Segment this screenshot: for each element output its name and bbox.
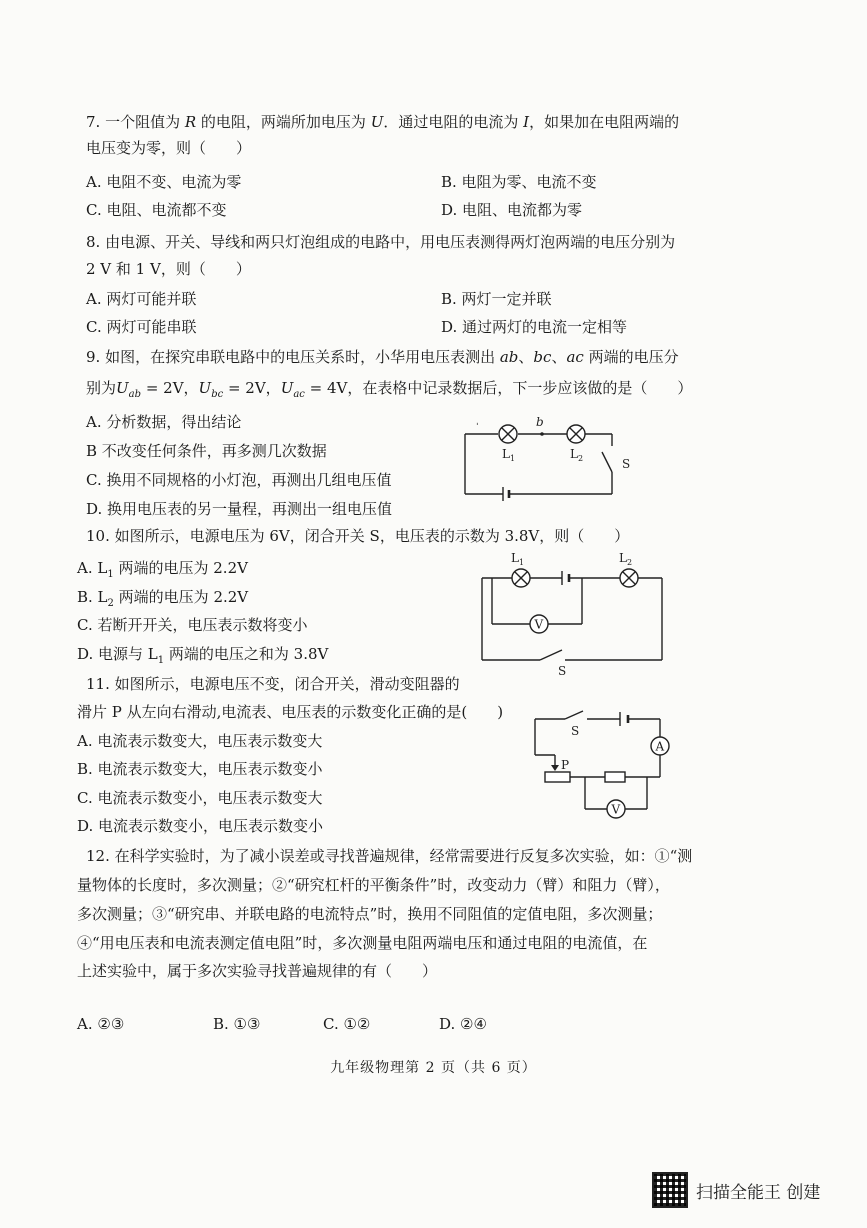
q9-lamp-l1-icon bbox=[499, 425, 517, 443]
q9-stem-line2: 别为$U_{ab} = 2V$，$U_{bc} = 2V$，$U_{ac} = 4V$，在表格中记录数据后，下一步应该做的是（ ） bbox=[86, 379, 693, 400]
q8-option-b: B. 两灯一定并联 bbox=[441, 290, 552, 308]
q9-series-circuit-diagram bbox=[450, 412, 650, 508]
q8-option-c: C. 两灯可能串联 bbox=[86, 318, 197, 336]
q8-stem-line2: 2 V 和 1 V，则（ ） bbox=[86, 260, 251, 278]
svg-text:V: V bbox=[611, 802, 621, 817]
q9-switch-label: S bbox=[622, 457, 631, 471]
q12-stem-line2: 量物体的长度时，多次测量；②“研究杠杆的平衡条件”时，改变动力（臂）和阻力（臂）， bbox=[77, 876, 670, 894]
q11-ammeter-icon bbox=[651, 737, 669, 755]
q12-stem-line4: ④“用电压表和电流表测定值电阻”时，多次测量电阻两端电压和通过电阻的电流值，在 bbox=[77, 934, 648, 952]
q8-stem-line1: 8. 由电源、开关、导线和两只灯泡组成的电路中，用电压表测得两灯泡两端的电压分别为 bbox=[86, 233, 676, 251]
q12-option-a: A. ②③ bbox=[77, 1015, 125, 1033]
q11-rheostat-icon bbox=[545, 772, 570, 782]
q10-voltmeter-icon bbox=[530, 615, 548, 633]
q9-battery-icon bbox=[503, 487, 509, 501]
q11-option-c: C. 电流表示数变小，电压表示数变大 bbox=[77, 789, 323, 807]
scanner-watermark bbox=[652, 1172, 820, 1208]
q7-stem-line1: 7. 一个阻值为 R 的电阻，两端所加电压为 U．通过电阻的电流为 I，如果加在电阻两端的 bbox=[86, 113, 680, 131]
q10-l1-label: $L_1$ bbox=[511, 551, 525, 567]
q10-option-b: B. $L_2$ 两端的电压为 2.2V bbox=[77, 588, 249, 609]
q9-point-b-label: b bbox=[536, 415, 544, 429]
q9-option-d: D. 换用电压表的另一量程，再测出一组电压值 bbox=[86, 500, 393, 518]
q9-l1-label: $L_1$ bbox=[502, 447, 516, 463]
q9-lamp-l2-icon bbox=[567, 425, 585, 443]
q10-l2-label: $L_2$ bbox=[619, 551, 633, 567]
watermark-text: 扫描全能王 创建 bbox=[696, 1182, 821, 1203]
q9-point-a-label: ˈ bbox=[476, 423, 479, 433]
svg-text:A: A bbox=[655, 739, 665, 754]
svg-text:V: V bbox=[534, 617, 544, 632]
q8-option-d: D. 通过两灯的电流一定相等 bbox=[441, 318, 628, 336]
q10-stem: 10. 如图所示，电源电压为 6V，闭合开关 S，电压表的示数为 3.8V，则（ ） bbox=[86, 527, 630, 545]
q11-slider-p-label: P bbox=[561, 758, 570, 772]
q12-option-c: C. ①② bbox=[323, 1015, 371, 1033]
q7-option-d: D. 电阻、电流都为零 bbox=[441, 201, 583, 219]
q10-option-c: C. 若断开开关，电压表示数将变小 bbox=[77, 616, 308, 634]
q7-option-c: C. 电阻、电流都不变 bbox=[86, 201, 227, 219]
q10-lamp-l2-icon bbox=[620, 569, 638, 587]
q11-option-b: B. 电流表示数变大，电压表示数变小 bbox=[77, 760, 323, 778]
q10-lamp-l1-icon bbox=[512, 569, 530, 587]
q11-switch-label: S bbox=[571, 724, 580, 738]
qr-code-icon bbox=[652, 1172, 688, 1208]
q7-option-b: B. 电阻为零、电流不变 bbox=[441, 173, 597, 191]
q10-battery-icon bbox=[562, 571, 569, 585]
q11-slider-arrow-icon bbox=[551, 765, 559, 771]
q11-stem-line1: 11. 如图所示，电源电压不变，闭合开关，滑动变阻器的 bbox=[86, 675, 460, 693]
q9-stem-line1: 9. 如图，在探究串联电路中的电压关系时，小华用电压表测出 ab、bc、ac 两端的电压分 bbox=[86, 348, 679, 366]
q7-option-a: A. 电阻不变、电流为零 bbox=[86, 173, 242, 191]
q8-option-a: A. 两灯可能并联 bbox=[86, 290, 197, 308]
q12-stem-line1: 12. 在科学实验时，为了减小误差或寻找普遍规律，经常需要进行反复多次实验，如：①“测 bbox=[86, 847, 693, 865]
q11-resistor-icon bbox=[605, 772, 625, 782]
q10-option-d: D. 电源与 $L_1$ 两端的电压之和为 3.8V bbox=[77, 645, 329, 666]
q12-option-b: B. ①③ bbox=[213, 1015, 261, 1033]
q12-stem-line5: 上述实验中，属于多次实验寻找普遍规律的有（ ） bbox=[77, 962, 438, 980]
q10-option-a: A. $L_1$ 两端的电压为 2.2V bbox=[77, 559, 248, 580]
q11-rheostat-circuit-diagram bbox=[525, 705, 685, 825]
q11-battery-icon bbox=[620, 712, 628, 726]
q10-circuit-diagram bbox=[470, 548, 670, 678]
q9-l2-label: $L_2$ bbox=[570, 447, 584, 463]
q11-option-a: A. 电流表示数变大，电压表示数变大 bbox=[77, 732, 323, 750]
q7-stem-line2: 电压变为零，则（ ） bbox=[86, 139, 252, 157]
page-footer: 九年级物理第 2 页（共 6 页） bbox=[330, 1060, 537, 1076]
q11-voltmeter-icon bbox=[607, 800, 625, 818]
q12-stem-line3: 多次测量；③“研究串、并联电路的电流特点”时，换用不同阻值的定值电阻，多次测量； bbox=[77, 905, 663, 923]
q11-stem-line2: 滑片 P 从左向右滑动,电流表、电压表的示数变化正确的是( ) bbox=[77, 703, 504, 721]
q11-option-d: D. 电流表示数变小，电压表示数变小 bbox=[77, 817, 324, 835]
q9-option-a: A. 分析数据，得出结论 bbox=[86, 413, 242, 431]
q9-option-c: C. 换用不同规格的小灯泡，再测出几组电压值 bbox=[86, 471, 392, 489]
q10-switch-label: S bbox=[558, 664, 567, 678]
q9-option-b: B 不改变任何条件，再多测几次数据 bbox=[86, 442, 327, 460]
q12-option-d: D. ②④ bbox=[439, 1015, 487, 1033]
